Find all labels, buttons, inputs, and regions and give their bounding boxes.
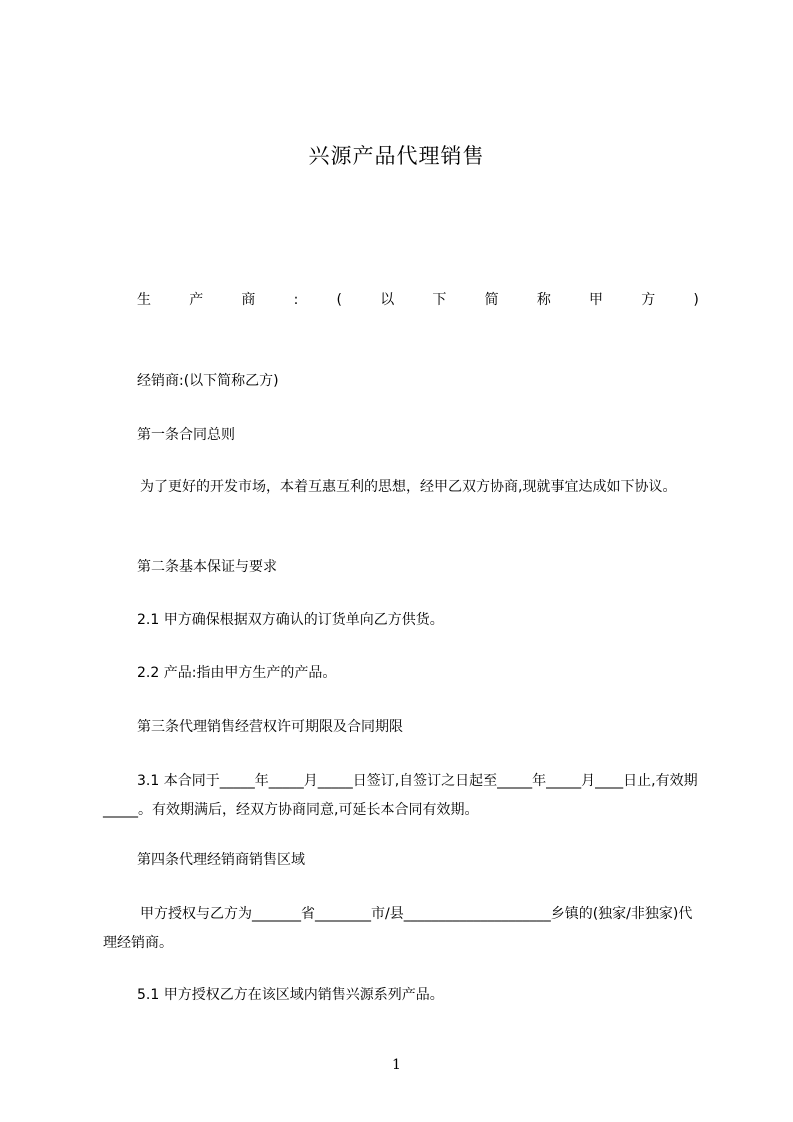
- clause-2-1: 2.1 甲方确保根据双方确认的订货单向乙方供货。: [137, 612, 444, 628]
- article1-text: 为了更好的开发市场，本着互惠互利的思想，经甲乙双方协商,现就事宜达成如下协议。: [140, 479, 677, 495]
- clause-3-1: 3.1 本合同于_____年_____月_____日签订,自签订之日起至_____年_____月____日止,有效期_____。有效期满后，经双方协商同意,可延长本合同有效期。: [103, 773, 698, 818]
- producer-char: 产: [189, 292, 204, 308]
- page-number: 1: [392, 1057, 401, 1073]
- producer-char: 简: [484, 292, 499, 308]
- article4-text: 甲方授权与乙方为_______省________市/县_____________________乡镇的(独家/非独家)代理经销商。: [103, 906, 693, 951]
- dealer-line: 经销商:(以下简称乙方): [137, 373, 279, 389]
- producer-char: 商: [241, 292, 256, 308]
- document-title: 兴源产品代理销售: [308, 144, 485, 168]
- producer-char: 方: [641, 292, 656, 308]
- article4-heading: 第四条代理经销商销售区域: [137, 852, 305, 868]
- producer-char: ): [693, 292, 699, 308]
- producer-line: [137, 290, 699, 310]
- article3-heading: 第三条代理销售经营权许可期限及合同期限: [137, 719, 403, 735]
- article2-heading: 第二条基本保证与要求: [137, 559, 277, 575]
- article1-heading: 第一条合同总则: [137, 427, 235, 443]
- clause-2-2: 2.2 产品:指由甲方生产的产品。: [137, 665, 337, 681]
- producer-char: 以: [380, 292, 395, 308]
- clause-5-1: 5.1 甲方授权乙方在该区域内销售兴源系列产品。: [137, 987, 444, 1003]
- producer-char: (: [336, 292, 342, 308]
- producer-char: 生: [137, 292, 151, 308]
- producer-char: 甲: [589, 292, 604, 308]
- producer-char: 称: [536, 292, 551, 308]
- producer-char: 下: [432, 292, 447, 308]
- producer-char: :: [293, 292, 299, 308]
